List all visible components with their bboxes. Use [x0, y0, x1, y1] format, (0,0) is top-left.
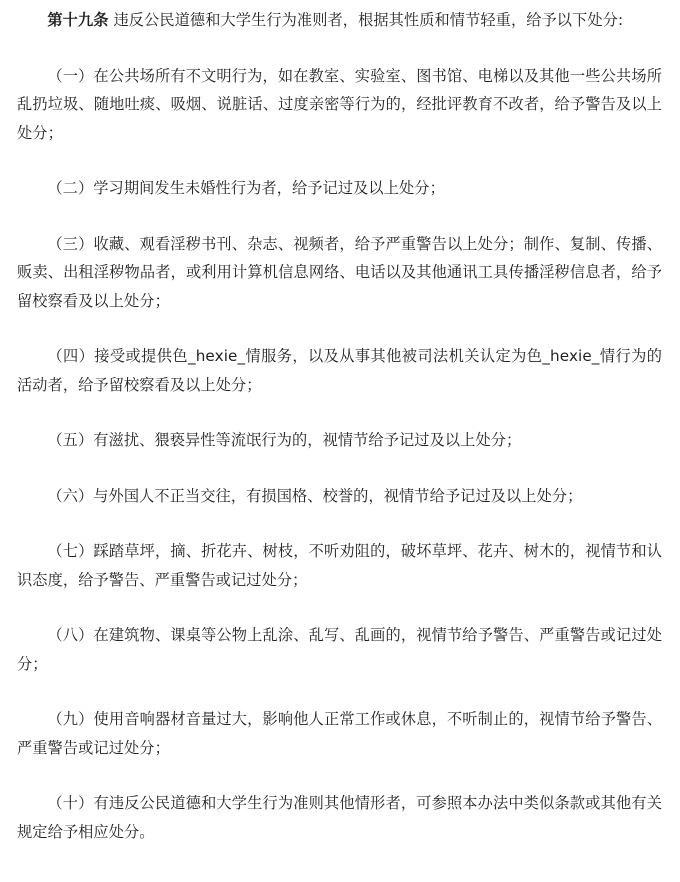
clause-item-6: （六）与外国人不正当交往，有损国格、校誉的，视情节给予记过及以上处分； — [47, 486, 583, 505]
article-heading: 第十九条 — [47, 11, 109, 29]
clause-item-5: （五）有滋扰、猥亵异性等流氓行为的，视情节给予记过及以上处分； — [47, 431, 522, 449]
article-intro-text: 违反公民道德和大学生行为准则者，根据其性质和情节轻重，给予以下处分: — [108, 11, 624, 29]
clause-item-2: （二）学习期间发生未婚性行为者，给予记过及以上处分； — [47, 179, 445, 197]
clause-item-9: （九）使用音响器材音量过大，影响他人正常工作或休息，不听制止的，视情节给予警告、严重警告或记过处分； — [17, 710, 662, 757]
clause-item-7: （七）踩踏草坪，摘、折花卉、树枝，不听劝阻的，破坏草坪、花卉、树木的，视情节和认识态度，给予警告、严重警告或记过处分； — [17, 542, 662, 589]
clause-item-1: （一）在公共场所有不文明行为，如在教室、实验室、图书馆、电梯以及其他一些公共场所乱扔垃圾、随地吐痰、吸烟、说脏话、过度亲密等行为的，经批评教育不改者，给予警告及以上处分； — [17, 66, 662, 142]
article-intro-paragraph — [17, 6, 662, 35]
clause-item-10: （十）有违反公民道德和大学生行为准则其他情形者，可参照本办法中类似条款或其他有关规定给予相应处分。 — [17, 794, 662, 841]
clause-item-3: （三）收藏、观看淫秽书刊、杂志、视频者，给予严重警告以上处分；制作、复制、传播、贩卖、出租淫秽物品者，或利用计算机信息网络、电话以及其他通讯工具传播淫秽信息者，给予留校察看及以上处分； — [17, 234, 662, 310]
clause-item-4: （四）接受或提供色_hexie_情服务，以及从事其他被司法机关认定为色_hexie_情行为的活动者，给予留校察看及以上处分； — [17, 347, 662, 394]
clause-item-8: （八）在建筑物、课桌等公物上乱涂、乱写、乱画的，视情节给予警告、严重警告或记过处分； — [17, 626, 662, 673]
